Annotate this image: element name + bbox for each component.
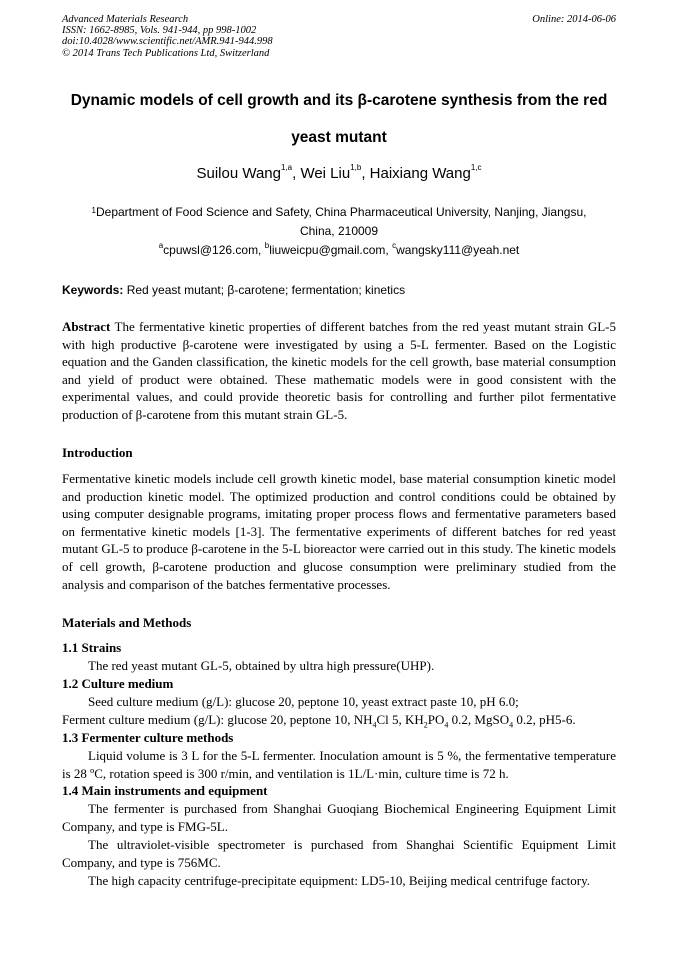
paper-title (40, 82, 638, 156)
ferment-medium-sub-3: 4 (444, 720, 449, 730)
introduction-heading: Introduction (62, 445, 133, 460)
email-a[interactable]: cpuwsl@126.com, (163, 243, 262, 257)
section-1-3-text: Liquid volume is 3 L for the 5-L fermenter. Inoculation amount is 5 %, the fermentative temperature is 28 ºC, rotation speed is 300 r/min, and ventilation is 1L/L·min, culture time is 72 h. (62, 748, 616, 781)
email-a-marker: a (158, 241, 164, 250)
email-b[interactable]: liuweicpu@gmail.com, (269, 243, 389, 257)
title-line-1: Dynamic models of cell growth and its β-carotene synthesis from the red (70, 92, 608, 109)
section-1-1-heading: 1.1 Strains (62, 640, 122, 655)
section-1-1-text: The red yeast mutant GL-5, obtained by ultra high pressure(UHP). (88, 658, 435, 673)
copyright-line: © 2014 Trans Tech Publications Ltd, Switzerland (62, 47, 270, 59)
section-1-2-heading: 1.2 Culture medium (62, 676, 174, 691)
centrifuge-text: The high capacity centrifuge-precipitate equipment: LD5-10, Beijing medical centrifuge factory. (88, 873, 590, 888)
seed-medium-text: Seed culture medium (g/L): glucose 20, peptone 10, yeast extract paste 10, pH 6.0; (88, 694, 519, 709)
section-1-4-heading: 1.4 Main instruments and equipment (62, 783, 268, 798)
affiliation (62, 203, 616, 241)
email-c[interactable]: wangsky111@yeah.net (396, 243, 520, 257)
section-1-3-heading: 1.3 Fermenter culture methods (62, 730, 234, 745)
abstract (62, 318, 616, 424)
ferment-medium-sub-2: 2 (423, 720, 428, 730)
keywords-label: Keywords: (62, 283, 124, 297)
abstract-label: Abstract (62, 319, 111, 334)
email-b-marker: b (264, 241, 270, 250)
ferment-medium-sub-4: 4 (509, 720, 514, 730)
ferment-medium-sub-1: 4 (372, 720, 377, 730)
affiliation-marker: 1 (91, 206, 96, 215)
abstract-text: The fermentative kinetic properties of different batches from the red yeast mutant strain GL-5 with high productive β-carotene were investigated by using a 5-L fermenter. Based on the Logistic equation and the Ganden classification, the kinetic models for the cell growth, base material consumption and yield of product were obtained. These mathematic models were in good consistent with the experimental values, and could provide theoretic basis for controlling and further pilot fermentative production of β-carotene from this mutant strain GL-5. (62, 319, 617, 422)
affiliation-line-2: China, 210009 (299, 224, 379, 238)
keywords-text: Red yeast mutant; β-carotene; fermentation; kinetics (126, 283, 406, 297)
keywords (62, 283, 616, 297)
online-date: Online: 2014-06-06 (532, 14, 616, 25)
ferment-medium-part-4: 0.2, MgSO (448, 712, 510, 727)
ferment-medium-text (62, 712, 616, 730)
ferment-medium-part-5: 0.2, pH5-6. (513, 712, 576, 727)
methods-heading: Materials and Methods (62, 615, 192, 630)
email-c-marker: c (392, 241, 397, 250)
author-3-affil: 1,c (470, 163, 482, 172)
author-3: Haixiang Wang (369, 165, 471, 182)
affiliation-line-1: Department of Food Science and Safety, China Pharmaceutical University, Nanjing, Jiangsu, (95, 205, 587, 219)
ferment-medium-part-2: Cl 5, KH (376, 712, 424, 727)
ferment-medium-part-1: Ferment culture medium (g/L): glucose 20, peptone 10, NH (62, 712, 373, 727)
doi-line: doi:10.4028/www.scientific.net/AMR.941-944.998 (62, 36, 273, 48)
issn-line: ISSN: 1662-8985, Vols. 941-944, pp 998-1002 (62, 25, 257, 37)
fermenter-text: The fermenter is purchased from Shanghai Guoqiang Biochemical Engineering Equipment Limit Company, and type is FMG-5L. (62, 801, 616, 834)
journal-header (62, 14, 273, 59)
author-emails (40, 243, 638, 257)
introduction-text: Fermentative kinetic models include cell growth kinetic model, base material consumption kinetic model and production kinetic model. The optimized production and control conditions could be obtained by using computer designable programs, imitating proper process flows and fermentative parameters based on fermentative kinetic models [1-3]. The fermentative experiments of different batches for red yeast mutant GL-5 to produce β-carotene in the 5-L bioreactor were carried out in this study. The kinetic models of cell growth, β-carotene production and glucose consumption were preliminary studied from the analysis and comparison of the batches fermentative processes. (62, 471, 616, 592)
spectrometer-text: The ultraviolet-visible spectrometer is purchased from Shanghai Scientific Equipment Limit Company, and type is 756MC. (62, 837, 616, 870)
ferment-medium-part-3: PO (427, 712, 445, 727)
author-list: Suilou Wang$^{1,a}$, Wei Liu$^{1,b}$, Haixiang Wang$^{1,c}$ (196, 163, 482, 182)
title-line-2: yeast mutant (291, 129, 387, 146)
author-1: Suilou Wang (196, 165, 281, 182)
author-2-affil: 1,b (350, 163, 362, 172)
journal-name: Advanced Materials Research (62, 14, 189, 25)
author-2: Wei Liu (300, 165, 351, 182)
author-1-affil: 1,a (280, 163, 293, 172)
